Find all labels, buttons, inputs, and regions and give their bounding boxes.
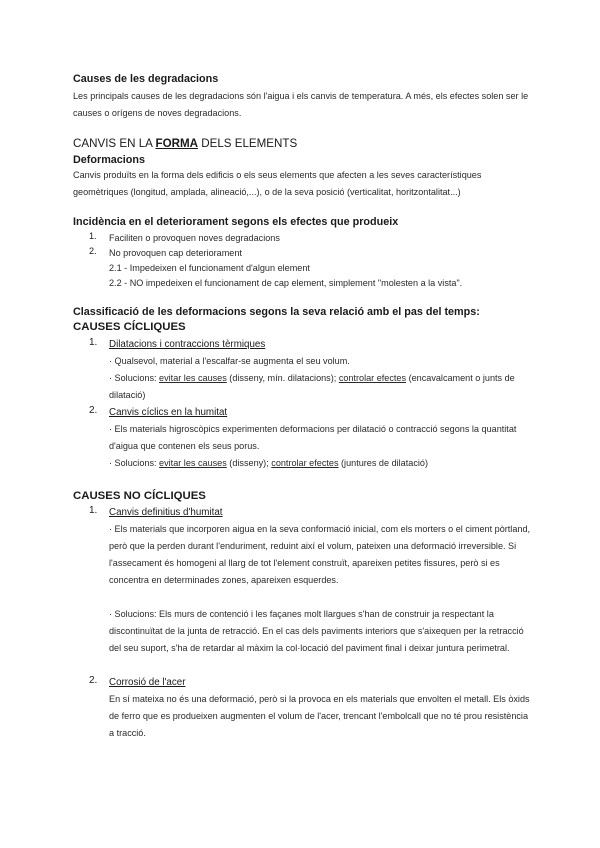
canvis-heading	[73, 136, 533, 151]
incidencia-subitem-2: 2.2 - NO impedeixen el funcionament de cap element, simplement "molesten a la vista".	[109, 278, 463, 288]
item-title: Canvis definitius d'humitat	[109, 507, 223, 518]
no-ciclica-item-2	[73, 674, 533, 742]
item-title: Dilatacions i contraccions tèrmiques	[109, 339, 266, 350]
causes-heading: Causes de les degradacions	[73, 73, 219, 85]
solutions-pre: · Solucions:	[109, 458, 160, 468]
deformacions-heading: Deformacions	[73, 154, 145, 166]
solutions-link-2: controlar efectes	[338, 373, 407, 383]
deformacions-text: Canvis produïts en la forma dels edificis o els seus elements que afecten a les seves característiques geomètriques (longitud, amplada, alineació,...), o de la seva posició (verticalitat, horitzontalitat...)	[73, 170, 482, 197]
item-paragraph-1: · Els materials que incorporen aigua en la seva conformació inicial, com els morters o el ciment pòrtland, però que la perden durant l'enduriment, reduint així el volum, pateixen una deformació irreversible. Si l'assecament és homogeni al llarg de tot l'element construït, apareixen petites fissures, però si es concentra en determinades zones, apareixen esquerdes.	[109, 524, 531, 585]
solutions-post: (encavalcament o junts de dilatació)	[109, 373, 515, 400]
item-title: Canvis cíclics en la humitat	[109, 407, 228, 418]
canvis-heading-pre: CANVIS EN LA	[73, 137, 156, 150]
list-number: 2.	[89, 405, 98, 416]
no-ciclica-item-1	[73, 504, 533, 657]
item-line: · Qualsevol, material a l'escalfar-se augmenta el seu volum.	[109, 356, 350, 366]
incidencia-subitem-1: 2.1 - Impedeixen el funcionament d'algun element	[109, 263, 310, 273]
list-number: 1.	[89, 337, 98, 348]
solutions-link-1: evitar les causes	[159, 373, 227, 383]
list-number: 2.	[89, 246, 97, 256]
item-solutions	[73, 370, 533, 404]
incidencia-item-2	[73, 246, 533, 261]
canvis-heading-post: DELS ELEMENTS	[198, 137, 298, 150]
document-content	[73, 72, 533, 742]
list-item-text: Faciliten o provoquen noves degradacions	[109, 233, 280, 243]
canvis-heading-forma: FORMA	[155, 137, 198, 150]
classificacio-heading: Classificació de les deformacions segons la seva relació amb el pas del temps:	[73, 306, 480, 318]
solutions-mid: (disseny);	[226, 458, 272, 468]
solutions-mid: (disseny, mín. dilatacions);	[226, 373, 339, 383]
item-line: · Els materials higroscòpics experimenten deformacions per dilatació o contracció segons la quantitat d'aigua que contenen els seus porus.	[109, 424, 517, 451]
item-title: Corrosió de l'acer	[109, 677, 186, 688]
list-item-text: No provoquen cap deteriorament	[109, 248, 242, 258]
item-paragraph: En sí mateixa no és una deformació, però si la provoca en els materials que envolten el metall. Els òxids de ferro que es produeixen augmenten el volum de l'acer, trencant l'embolcall que no té prou resistència a tracció.	[109, 694, 530, 738]
no-cicliques-heading: CAUSES NO CÍCLIQUES	[73, 490, 206, 502]
list-number: 1.	[89, 505, 98, 516]
list-number: 2.	[89, 675, 98, 686]
solutions-pre: · Solucions:	[109, 373, 160, 383]
ciclica-item-1	[73, 336, 533, 404]
cicliques-heading: CAUSES CÍCLIQUES	[73, 321, 186, 333]
list-number: 1.	[89, 231, 97, 241]
solutions-link-1: evitar les causes	[159, 458, 227, 468]
solutions-post: (juntures de dilatació)	[338, 458, 428, 468]
solutions-link-2: controlar efectes	[271, 458, 339, 468]
incidencia-item-1	[73, 231, 533, 246]
item-solutions	[73, 455, 533, 472]
ciclica-item-2	[73, 404, 533, 472]
causes-text: Les principals causes de les degradacions són l'aigua i els canvis de temperatura. A més, els efectes solen ser le causes o orígens de noves degradacions.	[73, 91, 529, 118]
incidencia-heading: Incidència en el deteriorament segons els efectes que produeix	[73, 216, 399, 228]
item-paragraph-2: · Solucions: Els murs de contenció i les façanes molt llargues s'han de construir ja respectant la discontinuïtat de la junta de retracció. En el cas dels paviments interiors que s'aixequen per la retracció del seu suport, s'ha de retardar al màxim la col·locació del paviment final i deixar juntura perimetral.	[109, 609, 524, 653]
